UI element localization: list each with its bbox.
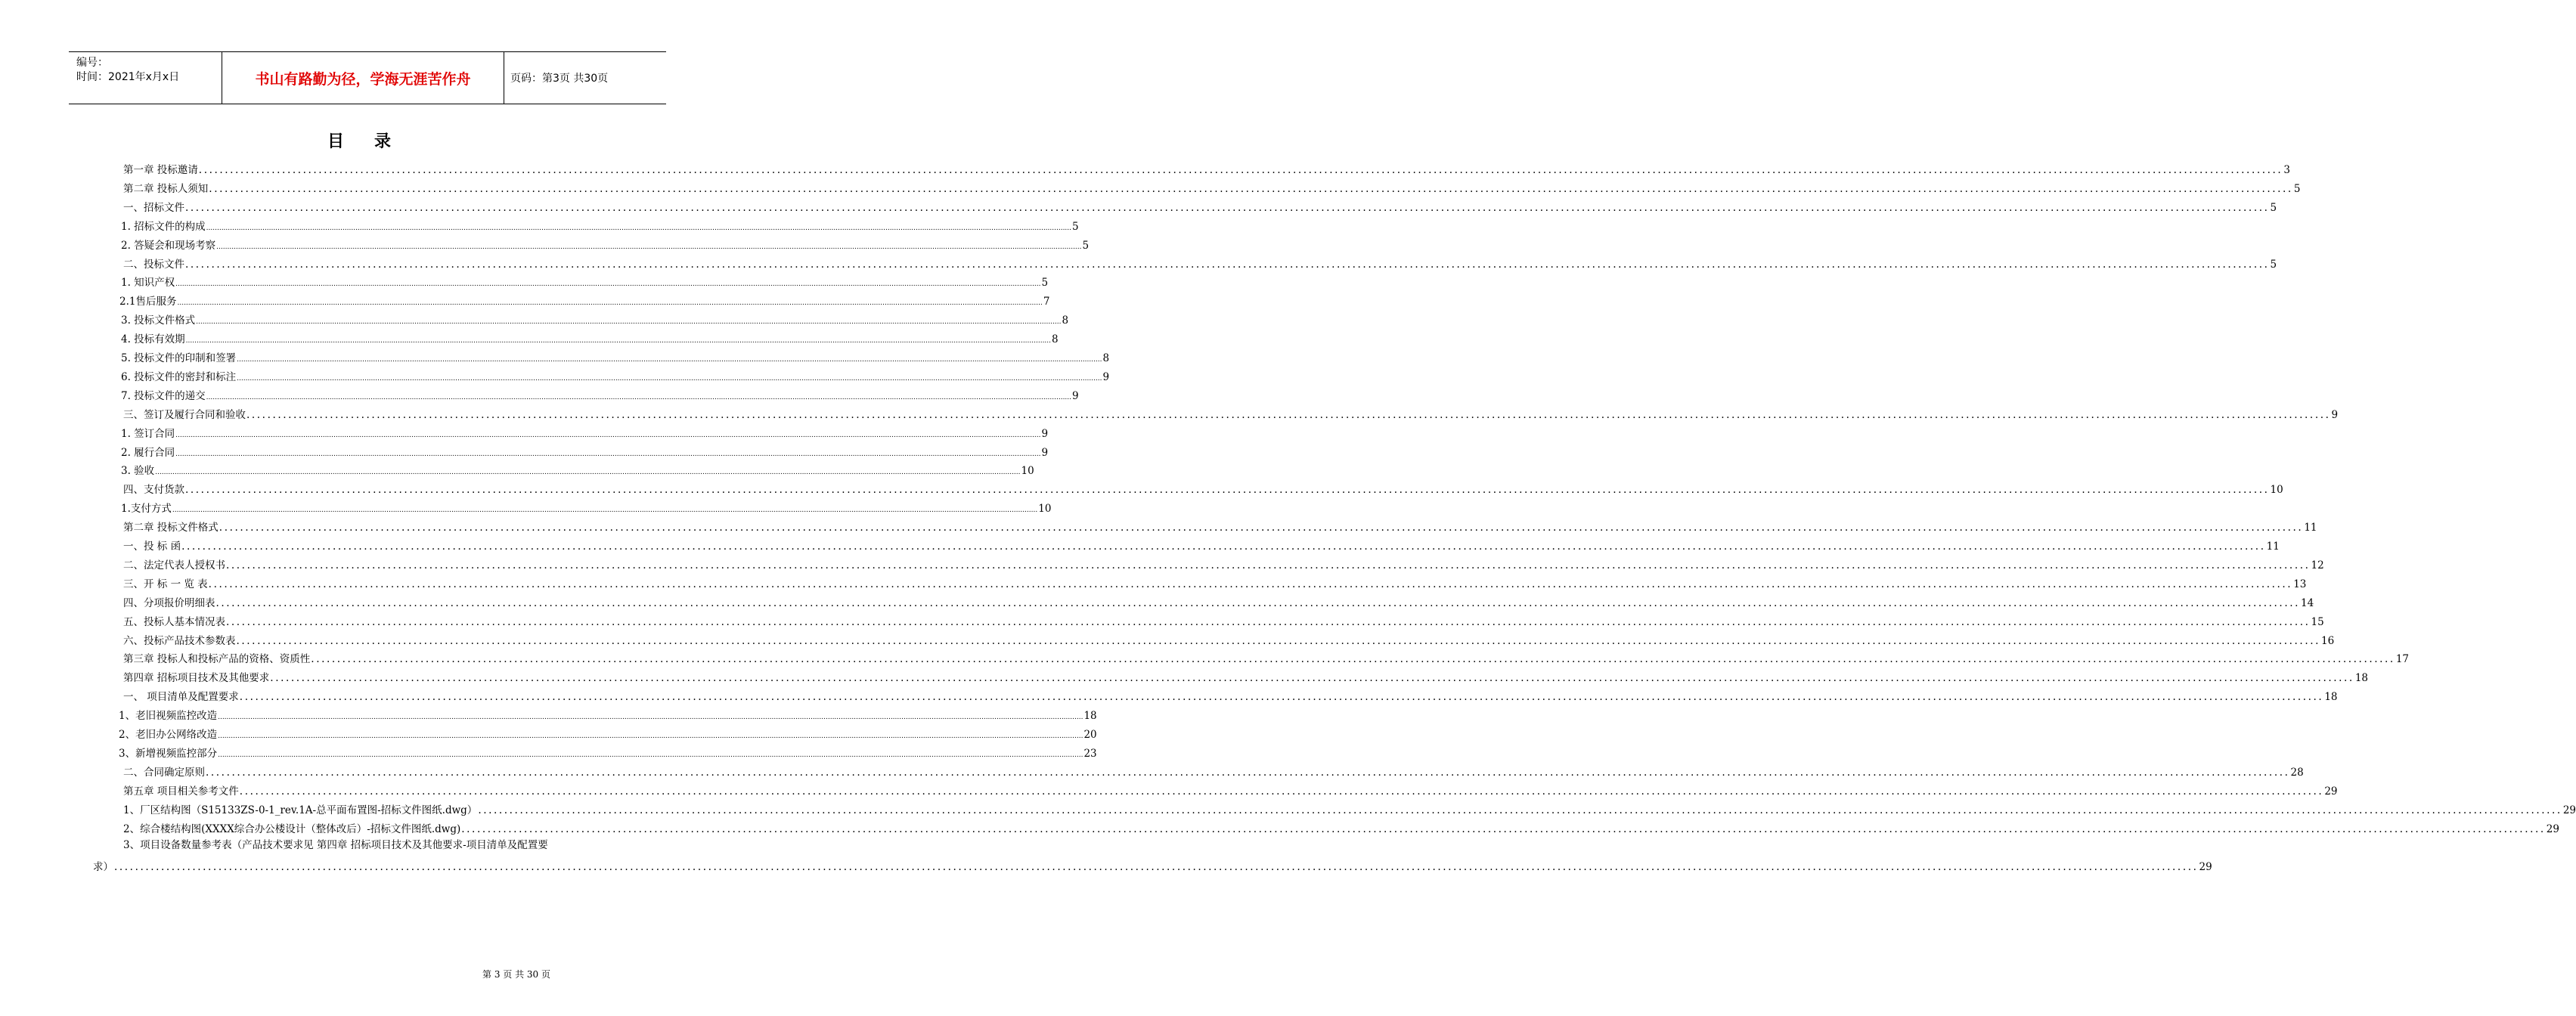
toc-entry-label: 1、老旧视频监控改造	[119, 710, 218, 723]
toc-entry-label: 四、支付货款	[123, 484, 184, 497]
toc-entry	[123, 820, 2559, 835]
toc-entry	[123, 632, 2335, 647]
toc-entry-label: 1.支付方式	[121, 503, 172, 516]
time-label: 时间：2021年x月x日	[76, 71, 180, 83]
toc-entry	[121, 500, 1052, 516]
toc-leader-dots: ................................................................................................................................................................................................................................................................................................................................................................................................................	[236, 634, 2321, 647]
toc-entry	[123, 481, 2283, 497]
toc-entry-label: 1. 签订合同	[121, 427, 175, 440]
toc-leader-dots: ................................................................................................................................................................................................................................................................................................................................................................................................................	[478, 804, 2562, 816]
toc-entry-page: 5	[2293, 182, 2301, 195]
toc-entry-page: 5	[2270, 201, 2277, 214]
toc-leader-dots: ................................................................................................................................................................................................................................................................................................................................................................................................................	[206, 766, 2290, 779]
toc-entry-label: 二、法定代表人授权书	[123, 559, 225, 572]
toc-entry-page: 9	[1041, 446, 1049, 459]
toc-entry-label: 2.1售后服务	[119, 296, 177, 308]
toc-entry-page: 9	[1041, 427, 1049, 440]
toc-entry-page: 20	[1083, 729, 1097, 741]
toc-leader-dots: ................................................................................................................................................................................................................................................................................................................................................................................................................	[218, 714, 1083, 722]
toc-leader-dots: ................................................................................................................................................................................................................................................................................................................................................................................................................	[311, 653, 2395, 666]
toc-entry	[123, 556, 2324, 572]
toc-entry	[123, 613, 2324, 628]
toc-entry-page: 7	[1043, 296, 1050, 308]
toc-entry-label: 2、综合楼结构图(XXXX综合办公楼设计（整体改后）-招标文件图纸.dwg)	[123, 822, 461, 835]
toc-entry	[123, 782, 2338, 798]
toc-entry	[121, 462, 1034, 478]
toc-entry-label: 一、 项目清单及配置要求	[123, 691, 239, 704]
toc-entry-page: 11	[2266, 541, 2280, 553]
toc-entry-page: 28	[2290, 766, 2304, 779]
toc-entry-page: 18	[1083, 710, 1097, 723]
toc-entry-label: 5. 投标文件的印制和签署	[121, 352, 237, 364]
toc-entry-label: 一、投 标 函	[123, 541, 181, 553]
toc-leader-dots: ................................................................................................................................................................................................................................................................................................................................................................................................................	[206, 393, 1072, 401]
toc-entry-label: 求）	[93, 861, 113, 873]
number-label: 编号：	[76, 57, 108, 69]
toc-entry	[123, 256, 2277, 271]
toc-entry-page: 8	[1052, 333, 1059, 346]
toc-entry-page: 12	[2311, 559, 2324, 572]
toc-entry-label: 第五章 项目相关参考文件	[123, 785, 239, 798]
toc-entry-page: 10	[2270, 484, 2283, 497]
toc-entry-page: 16	[2321, 634, 2335, 647]
toc-leader-dots: ................................................................................................................................................................................................................................................................................................................................................................................................................	[175, 450, 1041, 458]
header-left-cell	[69, 52, 222, 104]
toc-entry-page: 14	[2301, 596, 2314, 609]
toc-leader-dots: ................................................................................................................................................................................................................................................................................................................................................................................................................	[155, 469, 1021, 477]
toc-leader-dots: ................................................................................................................................................................................................................................................................................................................................................................................................................	[185, 484, 2270, 497]
toc-entry-label: 2、老旧办公网络改造	[119, 729, 218, 741]
toc-leader-dots: ................................................................................................................................................................................................................................................................................................................................................................................................................	[239, 691, 2324, 704]
toc-entry-page: 5	[1082, 239, 1090, 252]
toc-entry-page: 8	[1102, 352, 1110, 364]
toc-entry-page: 15	[2311, 615, 2324, 628]
toc-entry	[119, 293, 1050, 308]
toc-leader-dots: ................................................................................................................................................................................................................................................................................................................................................................................................................	[198, 164, 2283, 176]
footer-page-number: 第 3 页 共 30 页	[482, 969, 550, 980]
toc-entry-label: 1、厂区结构图（S15133ZS-0-1_rev.1A-总平面布置图-招标文件图纸.dwg）	[123, 804, 478, 816]
toc-entry-page: 23	[1083, 747, 1097, 760]
toc-entry	[123, 199, 2277, 214]
toc-entry-label: 二、合同确定原则	[123, 766, 205, 779]
toc-entry-page: 9	[2331, 408, 2339, 421]
toc-leader-dots: ................................................................................................................................................................................................................................................................................................................................................................................................................	[461, 822, 2546, 835]
toc-leader-dots: ................................................................................................................................................................................................................................................................................................................................................................................................................	[239, 785, 2324, 798]
toc-entry	[123, 180, 2301, 195]
toc-leader-dots: ................................................................................................................................................................................................................................................................................................................................................................................................................	[185, 201, 2270, 214]
toc-entry-label: 三、开 标 一 览 表	[123, 578, 208, 590]
toc-leader-dots: ................................................................................................................................................................................................................................................................................................................................................................................................................	[270, 672, 2354, 685]
toc-leader-dots: ................................................................................................................................................................................................................................................................................................................................................................................................................	[177, 299, 1043, 308]
toc-leader-dots: ................................................................................................................................................................................................................................................................................................................................................................................................................	[237, 356, 1102, 364]
toc-leader-dots: ................................................................................................................................................................................................................................................................................................................................................................................................................	[114, 861, 2199, 873]
toc-entry	[121, 425, 1049, 440]
toc-leader-dots: ................................................................................................................................................................................................................................................................................................................................................................................................................	[185, 258, 2270, 271]
toc-entry	[119, 707, 1097, 723]
toc-entry	[119, 745, 1097, 760]
toc-entry-page: 29	[2562, 804, 2576, 816]
toc-entry-page: 9	[1102, 370, 1110, 383]
toc-entry-label: 3、新增视频监控部分	[119, 747, 218, 760]
toc-entry	[121, 387, 1079, 402]
toc-entry-page: 13	[2293, 578, 2307, 590]
toc-leader-dots: ................................................................................................................................................................................................................................................................................................................................................................................................................	[226, 559, 2311, 572]
toc-wrap-line: 3、项目设备数量参考表（产品技术要求见 第四章 招标项目技术及其他要求-项目清单及配置要	[123, 839, 548, 851]
toc-entry	[123, 594, 2314, 609]
page-header	[69, 51, 666, 104]
toc-entry	[121, 311, 1069, 327]
toc-entry-label: 1. 招标文件的构成	[121, 220, 206, 233]
toc-entry-label: 第一章 投标邀请	[123, 164, 198, 176]
toc-entry-label: 五、投标人基本情况表	[123, 615, 225, 628]
toc-entry-label: 2. 答疑会和现场考察	[121, 239, 216, 252]
toc-entry	[121, 218, 1079, 233]
toc-entry	[121, 444, 1049, 459]
toc-entry-label: 第三章 投标人和投标产品的资格、资质性	[123, 653, 311, 666]
toc-leader-dots: ................................................................................................................................................................................................................................................................................................................................................................................................................	[216, 243, 1082, 251]
toc-entry	[123, 406, 2339, 421]
toc-entry	[123, 161, 2290, 176]
toc-leader-dots: ................................................................................................................................................................................................................................................................................................................................................................................................................	[246, 408, 2331, 421]
toc-entry-label: 3. 投标文件格式	[121, 314, 196, 327]
toc-entry-label: 7. 投标文件的递交	[121, 389, 206, 402]
toc-entry-page: 10	[1021, 465, 1034, 478]
toc-entry	[121, 274, 1049, 290]
toc-entry-label: 二、投标文件	[123, 258, 184, 271]
toc-entry	[123, 801, 2576, 816]
toc-leader-dots: ................................................................................................................................................................................................................................................................................................................................................................................................................	[226, 615, 2311, 628]
toc-entry	[121, 330, 1059, 346]
toc-entry-page: 8	[1062, 314, 1069, 327]
toc-leader-dots: ................................................................................................................................................................................................................................................................................................................................................................................................................	[175, 431, 1041, 439]
toc-leader-dots: ................................................................................................................................................................................................................................................................................................................................................................................................................	[181, 541, 2266, 553]
toc-entry-label: 4. 投标有效期	[121, 333, 185, 346]
toc-entry-page: 10	[1038, 503, 1052, 516]
toc-entry-page: 29	[2199, 861, 2212, 873]
toc-leader-dots: ................................................................................................................................................................................................................................................................................................................................................................................................................	[218, 733, 1083, 740]
toc-leader-dots: ................................................................................................................................................................................................................................................................................................................................................................................................................	[185, 337, 1052, 345]
toc-entry-page: 3	[2283, 164, 2290, 176]
toc-entry-page: 5	[1041, 277, 1049, 290]
toc-entry-label: 第二章 投标文件格式	[123, 522, 219, 534]
toc-entry	[121, 368, 1110, 383]
toc-leader-dots: ................................................................................................................................................................................................................................................................................................................................................................................................................	[218, 751, 1083, 759]
toc-entry-label: 3. 验收	[121, 465, 155, 478]
toc-entry-label: 6. 投标文件的密封和标注	[121, 370, 237, 383]
toc-leader-dots: ................................................................................................................................................................................................................................................................................................................................................................................................................	[206, 224, 1072, 232]
toc-entry	[123, 764, 2304, 779]
toc-entry	[123, 575, 2307, 590]
toc-leader-dots: ................................................................................................................................................................................................................................................................................................................................................................................................................	[175, 280, 1041, 289]
toc-leader-dots: ................................................................................................................................................................................................................................................................................................................................................................................................................	[208, 578, 2293, 590]
toc-entry	[123, 669, 2368, 685]
header-motto: 书山有路勤为径，学海无涯苦作舟	[222, 52, 504, 104]
toc-entry-page: 18	[2354, 672, 2368, 685]
page-title: 目录	[327, 132, 421, 151]
toc-entry-label: 六、投标产品技术参数表	[123, 634, 236, 647]
toc-leader-dots: ................................................................................................................................................................................................................................................................................................................................................................................................................	[196, 318, 1062, 327]
toc-entry	[93, 858, 2212, 873]
toc-entry-page: 29	[2546, 822, 2559, 835]
toc-entry-label: 第四章 招标项目技术及其他要求	[123, 672, 270, 685]
toc-entry	[123, 688, 2338, 704]
toc-entry-page: 18	[2324, 691, 2338, 704]
header-page-code: 页码：第3页 共30页	[510, 73, 609, 85]
toc-entry	[121, 349, 1110, 364]
toc-leader-dots: ................................................................................................................................................................................................................................................................................................................................................................................................................	[209, 182, 2293, 195]
toc-entry-page: 5	[1072, 220, 1079, 233]
toc-entry-page: 29	[2324, 785, 2338, 798]
toc-entry	[123, 650, 2409, 666]
toc-entry-label: 第二章 投标人须知	[123, 182, 209, 195]
toc-entry-page: 11	[2304, 522, 2317, 534]
toc-entry-label: 四、分项报价明细表	[123, 596, 215, 609]
toc-leader-dots: ................................................................................................................................................................................................................................................................................................................................................................................................................	[215, 596, 2301, 609]
toc-entry	[123, 519, 2317, 534]
toc-entry-page: 5	[2270, 258, 2277, 271]
toc-entry-label: 三、签订及履行合同和验收	[123, 408, 246, 421]
toc-entry	[119, 726, 1097, 741]
toc-leader-dots: ................................................................................................................................................................................................................................................................................................................................................................................................................	[237, 374, 1102, 383]
toc-entry-label: 一、招标文件	[123, 201, 184, 214]
toc-entry	[123, 537, 2280, 553]
toc-entry-page: 17	[2395, 653, 2409, 666]
toc-entry-label: 2. 履行合同	[121, 446, 175, 459]
toc-entry-label: 1. 知识产权	[121, 277, 175, 290]
toc-entry-page: 9	[1072, 389, 1079, 402]
toc-leader-dots: ................................................................................................................................................................................................................................................................................................................................................................................................................	[172, 506, 1038, 515]
toc-entry	[121, 237, 1090, 252]
toc-leader-dots: ................................................................................................................................................................................................................................................................................................................................................................................................................	[219, 522, 2304, 534]
